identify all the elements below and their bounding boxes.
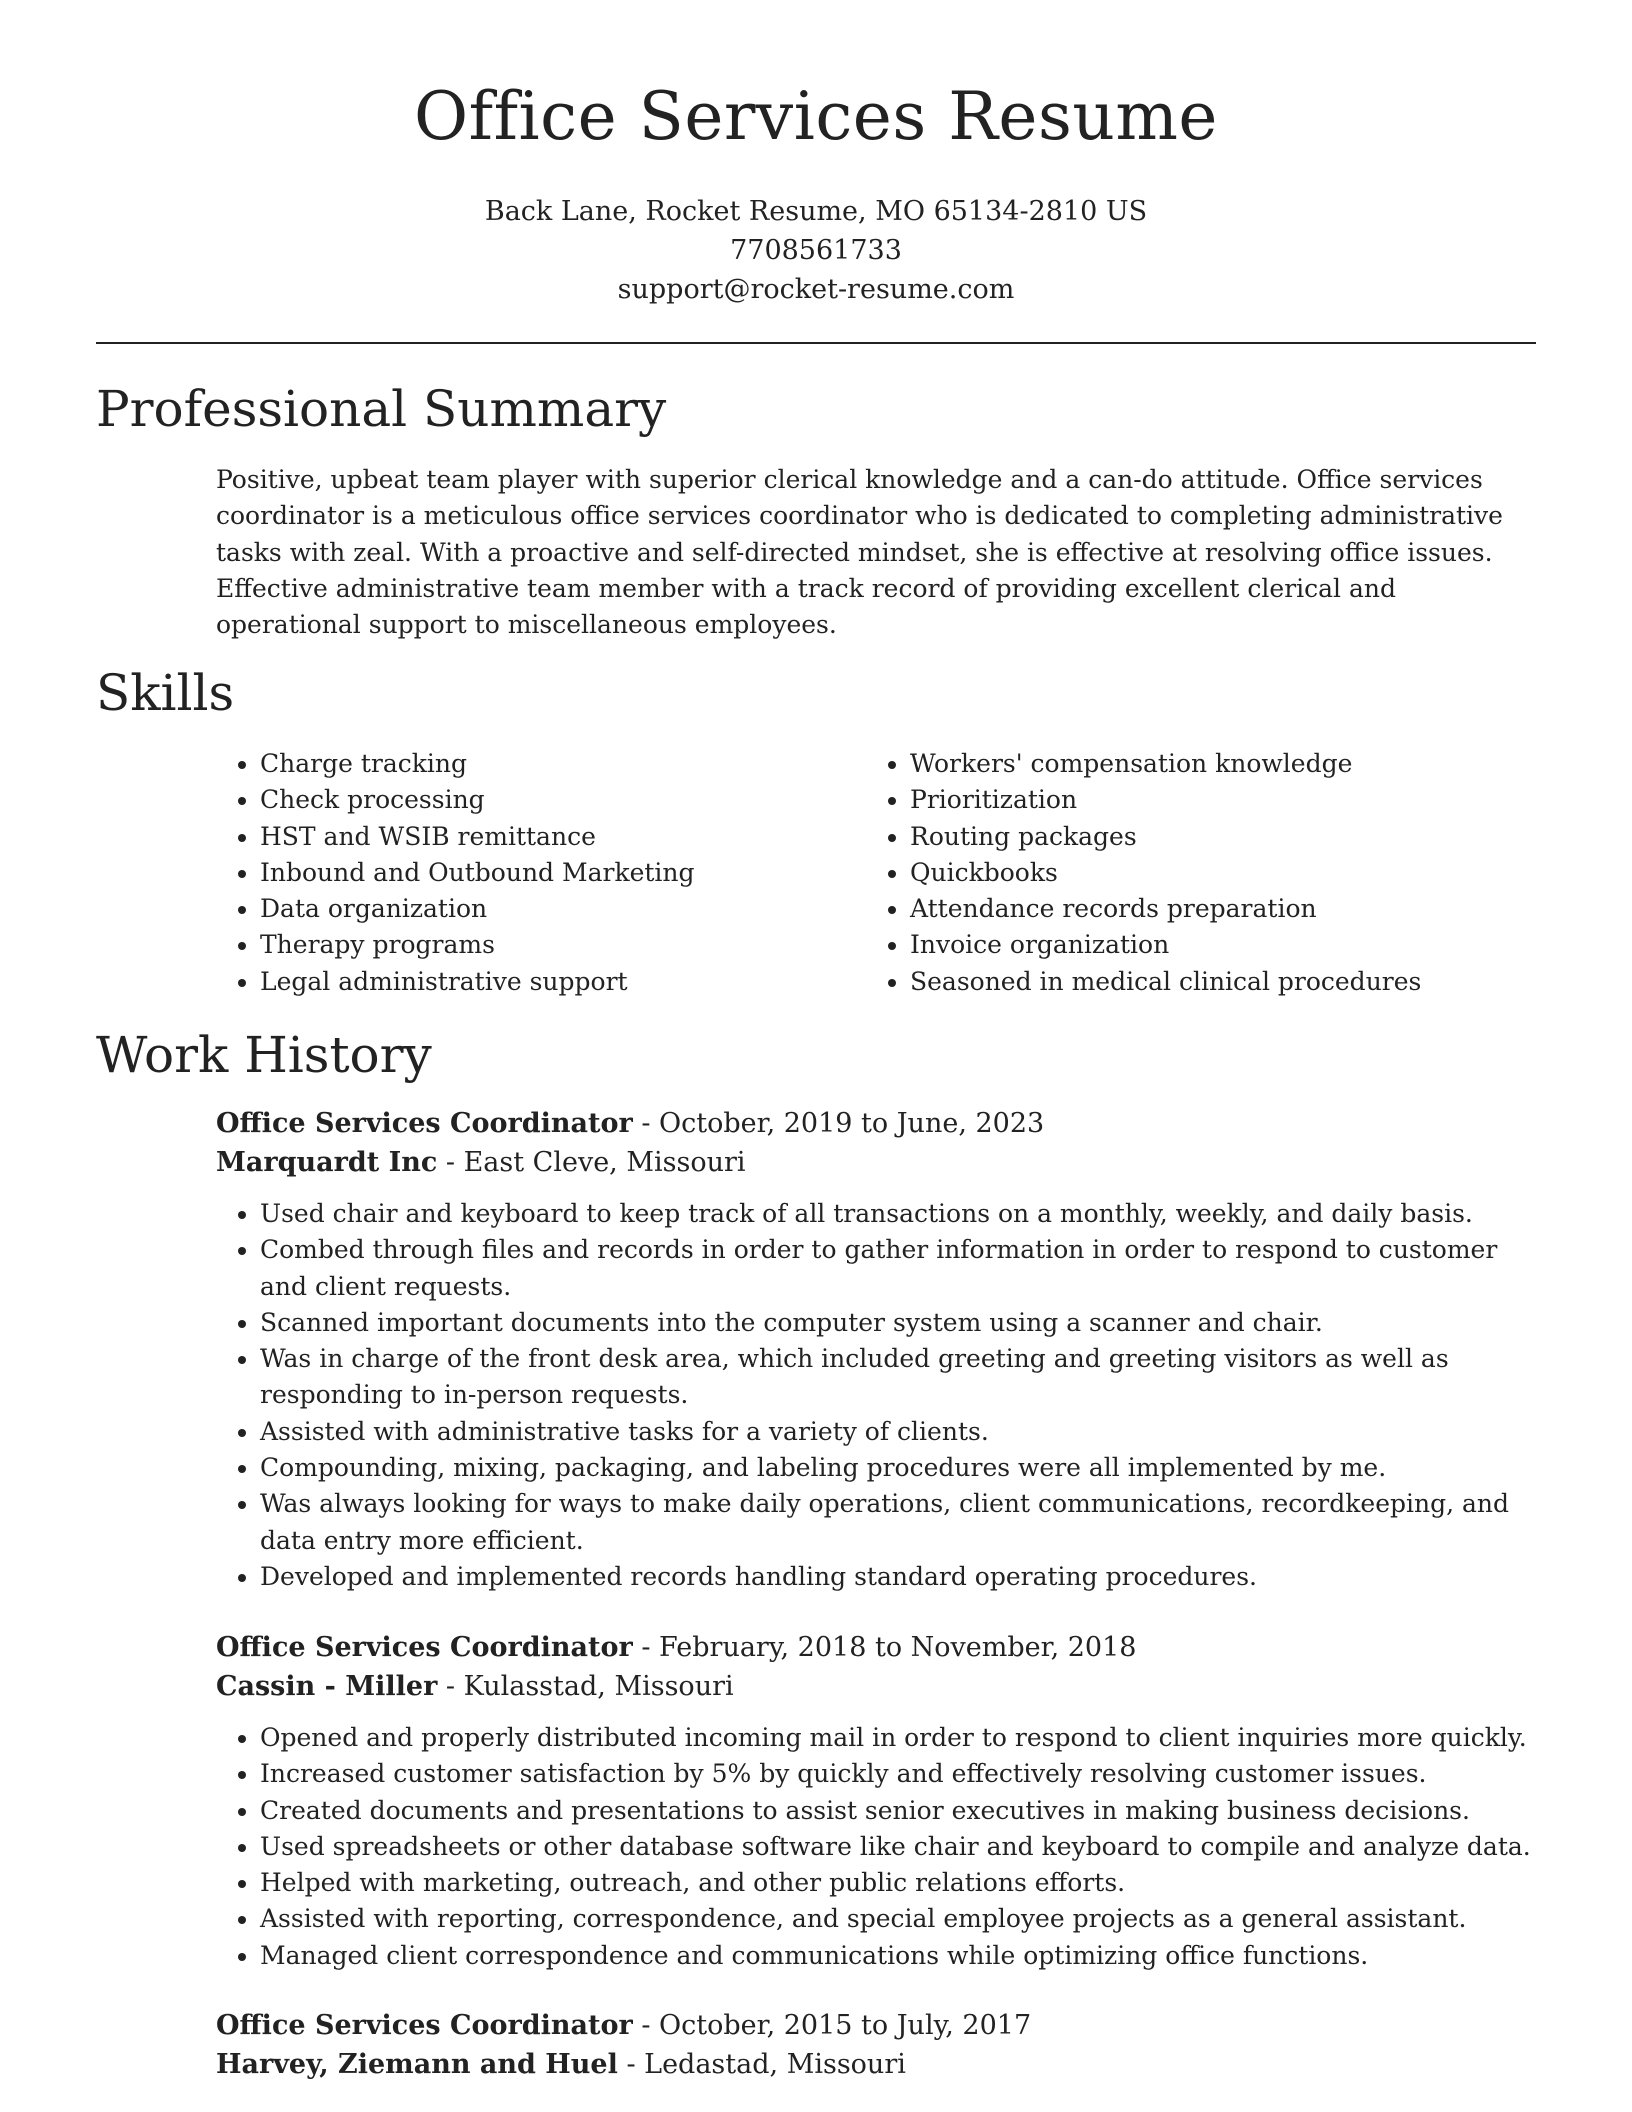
skill-item: • Quickbooks [910,855,1520,891]
job-company: Marquardt Inc [216,1147,438,1178]
job-bullet: • Used spreadsheets or other database software like chair and keyboard to compile and analyze data. [260,1829,1536,1865]
job-title-line [216,1628,1536,1667]
job-bullet: • Scanned important documents into the computer system using a scanner and chair. [260,1305,1536,1341]
phone-text: 7708561733 [730,235,902,266]
skill-item: • Therapy programs [260,927,866,963]
skills-heading: Skills [96,664,235,722]
skill-item: • Workers' compensation knowledge [910,746,1520,782]
address-text: Back Lane, Rocket Resume, MO 65134-2810 US [484,196,1148,227]
summary-text: Positive, upbeat team player with superior clerical knowledge and a can-do attitude. Office services coordinator is a meticulous office services coordinator who is dedicated to completing administrative tasks with zeal. With a proactive and self-directed mindset, she is effective at resolving office issues. Effective administrative team member with a track record of providing excellent clerical and operational support to miscellaneous employees. [216,465,1503,640]
skill-item: • Invoice organization [910,927,1520,963]
skills-column-left [216,746,866,1000]
job-location: - Kulasstad, Missouri [437,1671,734,1702]
job-bullet: • Helped with marketing, outreach, and other public relations efforts. [260,1865,1536,1901]
job-title-line [216,2006,1536,2045]
skill-item: • Routing packages [910,819,1520,855]
job-bullet: • Compounding, mixing, packaging, and labeling procedures were all implemented by me. [260,1450,1536,1486]
skill-item: • Inbound and Outbound Marketing [260,855,866,891]
job-entry [216,1104,1536,1595]
job-title-line [216,1104,1536,1143]
skills-list [216,746,1536,1000]
skill-item: • Charge tracking [260,746,866,782]
skill-item: • Data organization [260,891,866,927]
job-company: Cassin - Miller [216,1671,438,1702]
header-divider [96,342,1536,344]
job-location: - Ledastad, Missouri [617,2049,906,2080]
summary-heading: Professional Summary [96,380,667,438]
job-bullet: • Assisted with reporting, correspondence, and special employee projects as a general assistant. [260,1901,1536,1937]
job-dates: - October, 2015 to July, 2017 [632,2010,1032,2041]
job-bullet: • Was always looking for ways to make daily operations, client communications, recordkeeping, and data entry more efficient. [260,1486,1536,1559]
skill-item: • Attendance records preparation [910,891,1520,927]
job-bullet: • Managed client correspondence and communications while optimizing office functions. [260,1938,1536,1974]
job-bullet: • Was in charge of the front desk area, which included greeting and greeting visitors as well as responding to in-person requests. [260,1341,1536,1414]
email-text: support@rocket-resume.com [617,274,1015,305]
skill-item: • HST and WSIB remittance [260,819,866,855]
job-location: - East Cleve, Missouri [437,1147,746,1178]
job-company-line [216,2045,1536,2084]
job-bullet: • Created documents and presentations to assist senior executives in making business decisions. [260,1793,1536,1829]
work-history-heading: Work History [96,1026,432,1084]
job-dates: - February, 2018 to November, 2018 [632,1632,1137,1663]
job-entry [216,1628,1536,1974]
job-title: Office Services Coordinator [216,2010,633,2041]
job-company-line [216,1143,1536,1182]
skill-item: • Check processing [260,782,866,818]
job-bullet: • Combed through files and records in order to gather information in order to respond to customer and client requests. [260,1232,1536,1305]
resume-title: Office Services Resume [414,78,1218,155]
job-bullet: • Opened and properly distributed incoming mail in order to respond to client inquiries more quickly. [260,1720,1536,1756]
job-bullet: • Developed and implemented records handling standard operating procedures. [260,1559,1536,1595]
job-bullet: • Assisted with administrative tasks for a variety of clients. [260,1414,1536,1450]
job-bullet: • Increased customer satisfaction by 5% by quickly and effectively resolving customer issues. [260,1756,1536,1792]
skill-item: • Seasoned in medical clinical procedures [910,964,1520,1000]
skill-item: • Legal administrative support [260,964,866,1000]
skill-item: • Prioritization [910,782,1520,818]
skills-column-right [866,746,1520,1000]
contact-block [0,192,1632,309]
job-bullet: • Used chair and keyboard to keep track of all transactions on a monthly, weekly, and daily basis. [260,1196,1536,1232]
job-entry [216,2006,1536,2084]
job-title: Office Services Coordinator [216,1108,633,1139]
job-company: Harvey, Ziemann and Huel [216,2049,618,2080]
job-bullets [216,1720,1536,1974]
job-title: Office Services Coordinator [216,1632,633,1663]
job-bullets [216,1196,1536,1595]
job-company-line [216,1667,1536,1706]
job-dates: - October, 2019 to June, 2023 [632,1108,1045,1139]
